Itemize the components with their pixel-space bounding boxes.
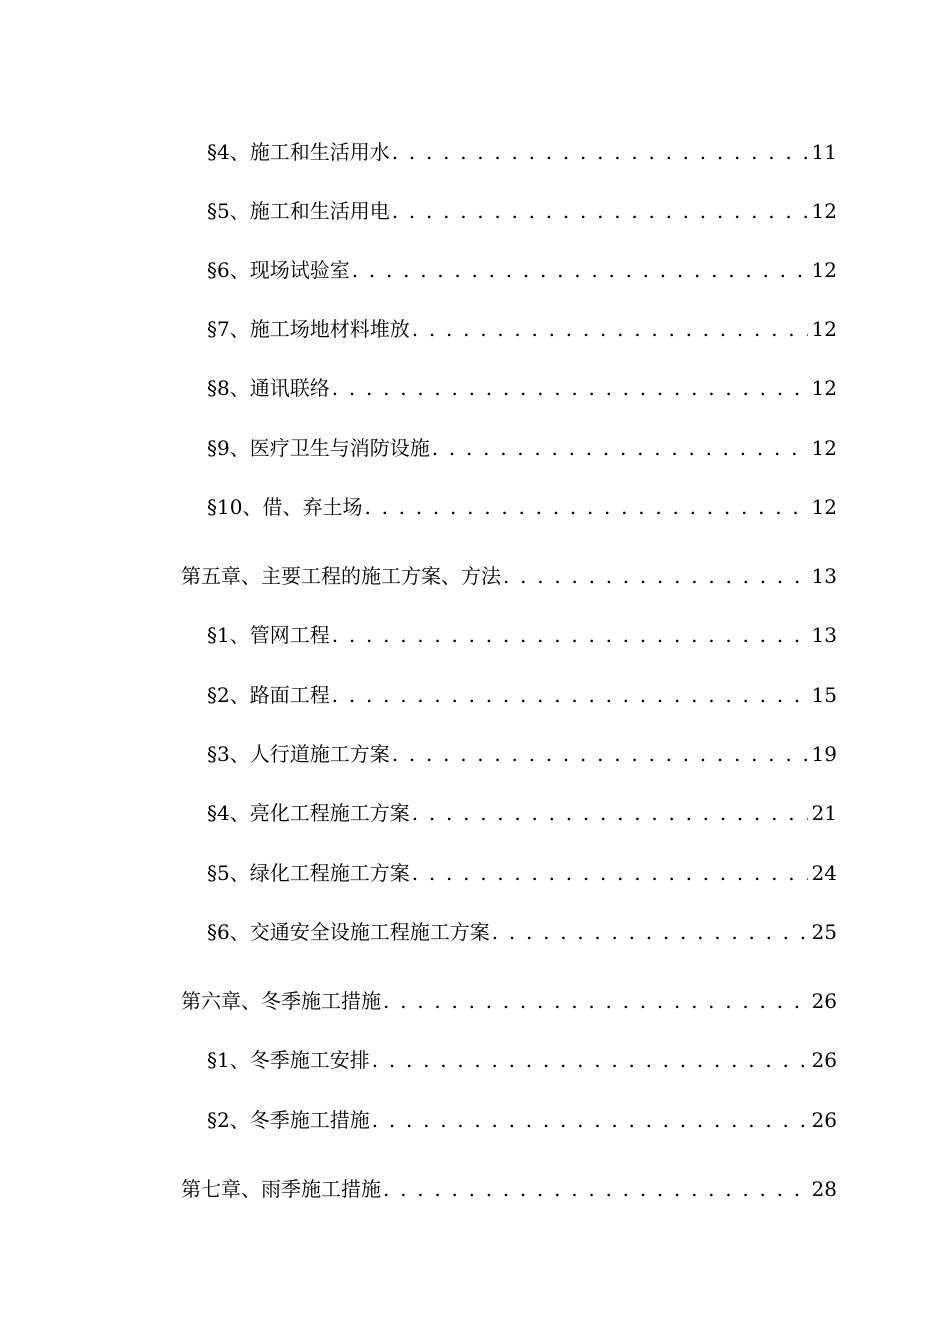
toc-entry-title: §1、管网工程 bbox=[207, 623, 330, 647]
toc-chapter-entry[interactable] bbox=[181, 561, 837, 591]
toc-entry[interactable] bbox=[207, 917, 837, 947]
toc-dot-leader bbox=[381, 986, 808, 1016]
toc-entry[interactable] bbox=[207, 255, 837, 285]
toc-dot-leader bbox=[330, 620, 808, 650]
toc-dot-leader bbox=[430, 433, 808, 463]
toc-dot-leader bbox=[410, 798, 808, 828]
toc-entry[interactable] bbox=[207, 620, 837, 650]
toc-entry-title: §6、交通安全设施工程施工方案 bbox=[207, 920, 490, 944]
toc-entry[interactable] bbox=[207, 492, 837, 522]
toc-dot-leader bbox=[381, 1174, 808, 1204]
toc-dot-leader bbox=[410, 314, 808, 344]
toc-dot-leader bbox=[501, 561, 808, 591]
toc-chapter-entry[interactable] bbox=[181, 1174, 837, 1204]
toc-entry[interactable] bbox=[207, 1105, 837, 1135]
toc-entry-page-number: 26 bbox=[811, 989, 837, 1013]
toc-entry-page-number: 25 bbox=[811, 920, 837, 944]
toc-dot-leader bbox=[370, 1105, 808, 1135]
toc-entry-page-number: 12 bbox=[811, 199, 837, 223]
toc-entry-page-number: 26 bbox=[811, 1108, 837, 1132]
toc-entry-page-number: 26 bbox=[811, 1048, 837, 1072]
toc-entry-title: §2、冬季施工措施 bbox=[207, 1108, 370, 1132]
toc-entry[interactable] bbox=[207, 433, 837, 463]
toc-entry-page-number: 13 bbox=[811, 623, 837, 647]
toc-entry-page-number: 12 bbox=[811, 317, 837, 341]
toc-entry-page-number: 24 bbox=[811, 861, 837, 885]
toc-entry-title: §5、绿化工程施工方案 bbox=[207, 861, 410, 885]
toc-entry-title: §9、医疗卫生与消防设施 bbox=[207, 436, 430, 460]
toc-chapter-entry[interactable] bbox=[181, 986, 837, 1016]
toc-entry-title: §1、冬季施工安排 bbox=[207, 1048, 370, 1072]
toc-dot-leader bbox=[350, 255, 808, 285]
toc-dot-leader bbox=[362, 492, 807, 522]
toc-dot-leader bbox=[490, 917, 808, 947]
toc-entry-title: 第六章、冬季施工措施 bbox=[181, 989, 381, 1013]
toc-entry[interactable] bbox=[207, 739, 837, 769]
toc-entry[interactable] bbox=[207, 196, 837, 226]
toc-entry-page-number: 12 bbox=[811, 495, 837, 519]
toc-dot-leader bbox=[410, 858, 808, 888]
toc-dot-leader bbox=[370, 1045, 808, 1075]
toc-dot-leader bbox=[390, 137, 808, 167]
toc-entry-title: §4、亮化工程施工方案 bbox=[207, 801, 410, 825]
toc-dot-leader bbox=[390, 739, 808, 769]
toc-entry-title: §2、路面工程 bbox=[207, 683, 330, 707]
toc-entry-title: 第五章、主要工程的施工方案、方法 bbox=[181, 564, 501, 588]
toc-entry[interactable] bbox=[207, 1045, 837, 1075]
toc-entry[interactable] bbox=[207, 314, 837, 344]
toc-entry-title: §5、施工和生活用电 bbox=[207, 199, 390, 223]
toc-dot-leader bbox=[330, 373, 808, 403]
toc-entry[interactable] bbox=[207, 373, 837, 403]
toc-entry-title: §6、现场试验室 bbox=[207, 258, 350, 282]
toc-entry[interactable] bbox=[207, 137, 837, 167]
toc-entry-page-number: 21 bbox=[811, 801, 837, 825]
toc-entry-title: §3、人行道施工方案 bbox=[207, 742, 390, 766]
toc-entry-page-number: 12 bbox=[811, 258, 837, 282]
toc-entry[interactable] bbox=[207, 798, 837, 828]
toc-entry-page-number: 28 bbox=[811, 1177, 837, 1201]
toc-entry[interactable] bbox=[207, 680, 837, 710]
toc-entry-page-number: 12 bbox=[811, 436, 837, 460]
toc-entry-page-number: 19 bbox=[811, 742, 837, 766]
toc-entry-page-number: 13 bbox=[811, 564, 837, 588]
toc-entry-title: §10、借、弃土场 bbox=[207, 495, 363, 519]
toc-dot-leader bbox=[330, 680, 808, 710]
toc-entry-title: 第七章、雨季施工措施 bbox=[181, 1177, 381, 1201]
toc-entry-page-number: 12 bbox=[811, 376, 837, 400]
toc-entry-title: §4、施工和生活用水 bbox=[207, 140, 390, 164]
toc-entry-page-number: 15 bbox=[811, 683, 837, 707]
toc-dot-leader bbox=[390, 196, 808, 226]
toc-entry-page-number: 11 bbox=[811, 140, 837, 164]
toc-entry-title: §8、通讯联络 bbox=[207, 376, 330, 400]
toc-entry-title: §7、施工场地材料堆放 bbox=[207, 317, 410, 341]
toc-entry[interactable] bbox=[207, 858, 837, 888]
